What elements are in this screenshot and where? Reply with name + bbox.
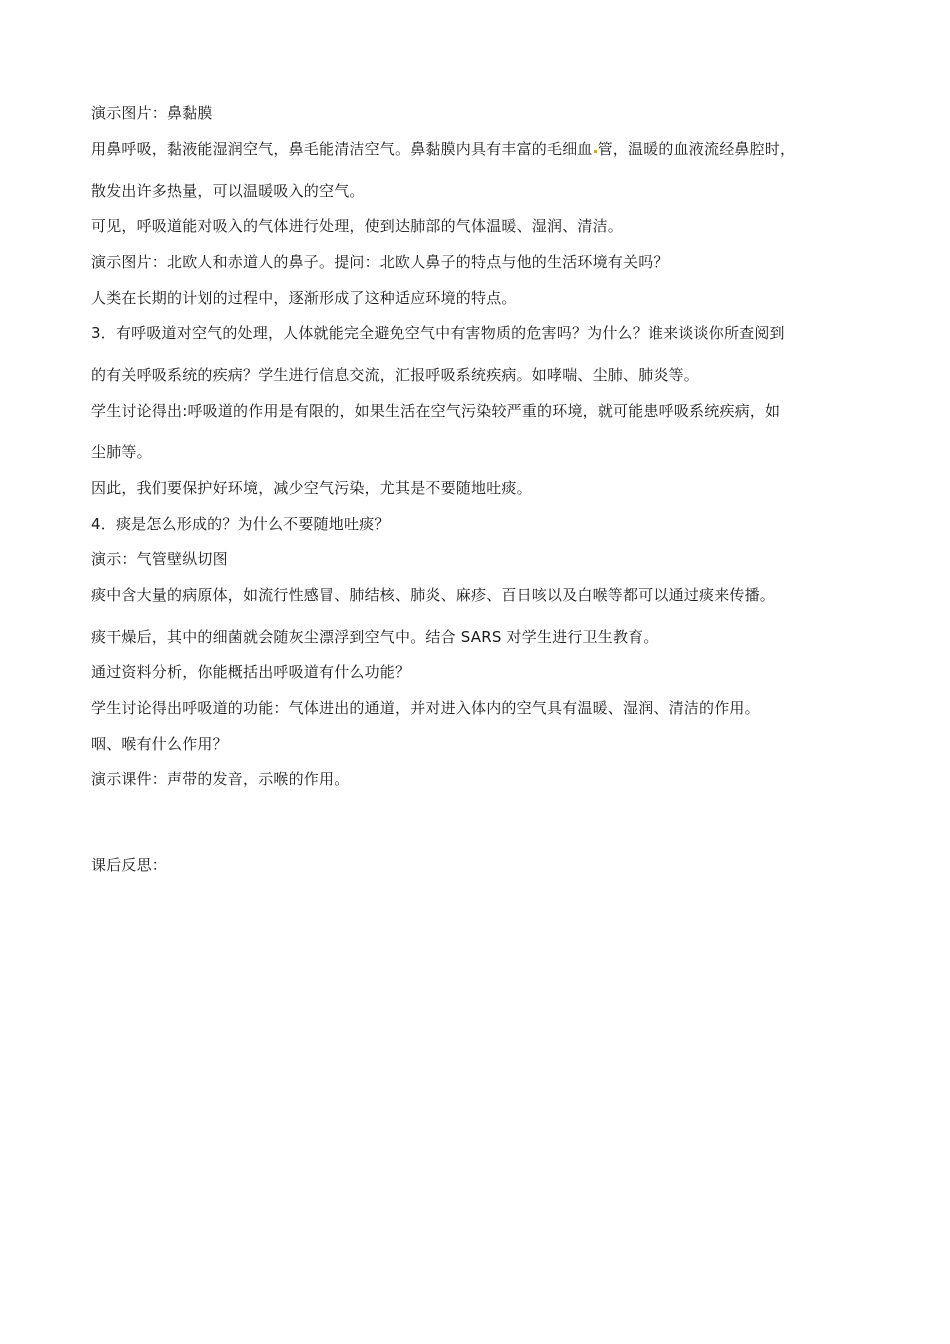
- text-line: 学生讨论得出呼吸道的功能：气体进出的通道，并对进入体内的空气具有温暖、湿润、清洁的作用。: [91, 699, 760, 717]
- text-segment: 管，温暖的血液流经鼻腔时，: [597, 140, 796, 158]
- text-line: 人类在长期的计划的过程中，逐渐形成了这种适应环境的特点。: [91, 289, 517, 307]
- text-line: 演示图片：北欧人和赤道人的鼻子。提问：北欧人鼻子的特点与他的生活环境有关吗？: [91, 253, 669, 271]
- text-line: 因此，我们要保护好环境，减少空气污染，尤其是不要随地吐痰。: [91, 479, 532, 497]
- text-line: 咽、喉有什么作用？: [91, 735, 228, 753]
- text-line: 的有关呼吸系统的疾病？学生进行信息交流，汇报呼吸系统疾病。如哮喘、尘肺、肺炎等。: [91, 366, 700, 384]
- text-line: 课后反思：: [91, 856, 168, 874]
- text-line: 演示图片：鼻黏膜: [91, 104, 213, 122]
- text-line: 演示：气管壁纵切图: [91, 550, 228, 568]
- text-line: 学生讨论得出:呼吸道的作用是有限的，如果生活在空气污染较严重的环境，就可能患呼吸系统疾病，如: [91, 402, 781, 420]
- text-segment: 用鼻呼吸，黏液能湿润空气，鼻毛能清洁空气。鼻黏膜内具有丰富的毛细血: [91, 140, 593, 158]
- text-line: 演示课件：声带的发音，示喉的作用。: [91, 770, 350, 788]
- text-line: 散发出许多热量，可以温暖吸入的空气。: [91, 182, 365, 200]
- text-line: 痰中含大量的病原体，如流行性感冒、肺结核、肺炎、麻疹、百日咳以及白喉等都可以通过痰来传播。: [91, 586, 776, 604]
- text-line: [91, 139, 881, 159]
- mark-dot-icon: [594, 150, 597, 153]
- text-line: 4．痰是怎么形成的？为什么不要随地吐痰？: [91, 515, 390, 533]
- text-line: 可见，呼吸道能对吸入的气体进行处理，使到达肺部的气体温暖、湿润、清洁。: [91, 217, 624, 235]
- text-line: 通过资料分析，你能概括出呼吸道有什么功能？: [91, 663, 411, 681]
- text-line: 尘肺等。: [91, 443, 152, 461]
- text-line: 痰干燥后，其中的细菌就会随灰尘漂浮到空气中。结合 SARS 对学生进行卫生教育。: [91, 628, 659, 646]
- text-line: 3．有呼吸道对空气的处理，人体就能完全避免空气中有害物质的危害吗？为什么？谁来谈谈你所查阅到: [91, 324, 785, 342]
